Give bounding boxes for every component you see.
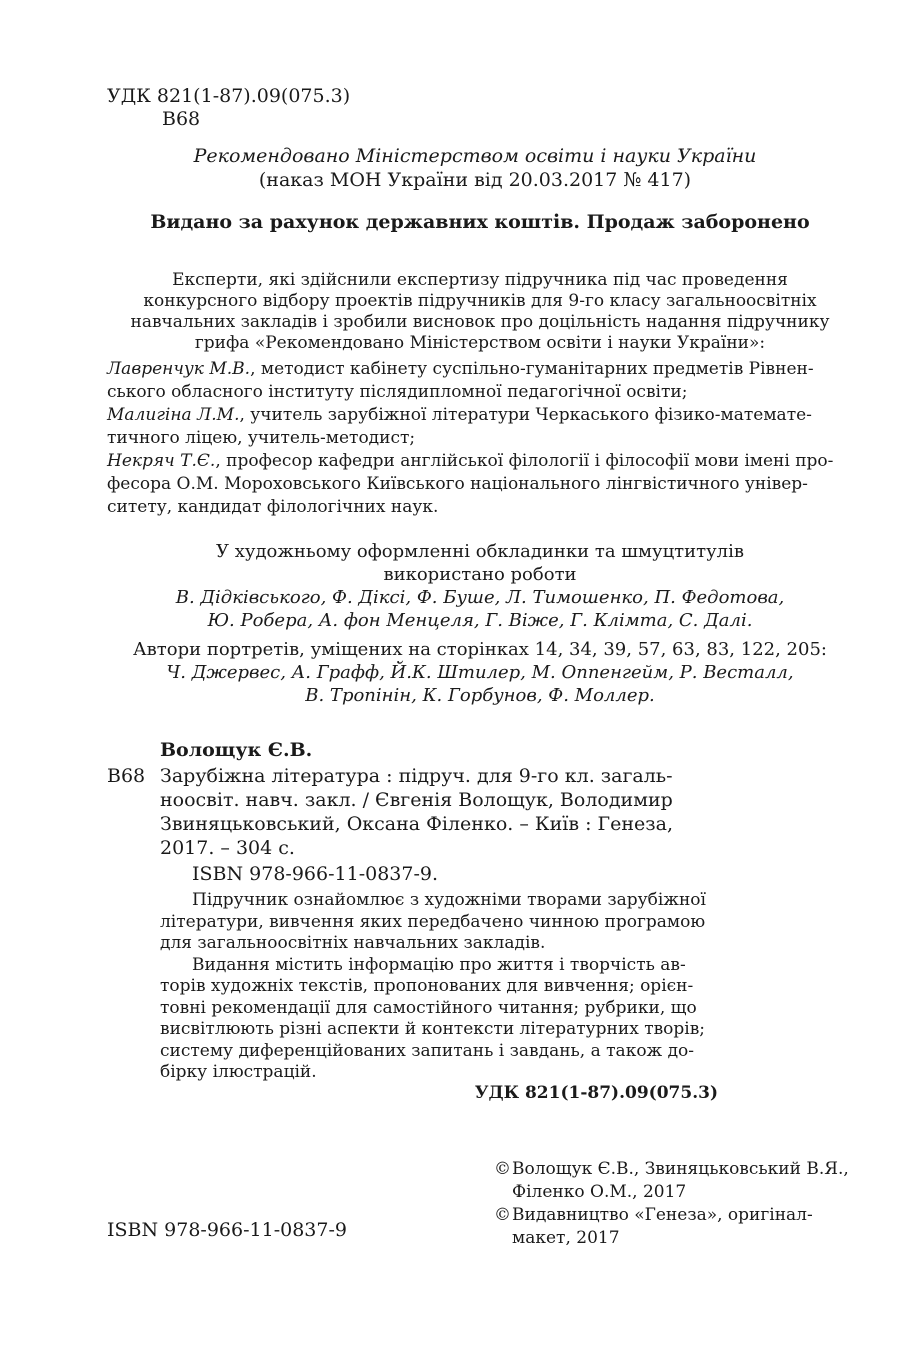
experts-intro-line: навчальних закладів і зробили висновок про доцільність надання підручнику	[130, 312, 830, 332]
copyright-line: Філенко О.М., 2017	[512, 1182, 687, 1202]
design-line: У художньому оформленні обкладинки та шмуцтитулів	[215, 541, 745, 562]
annotation-line: літератури, вивчення яких передбачено чинною програмою	[160, 911, 706, 932]
annotation-line: для загальноосвітніх навчальних закладів.	[160, 933, 546, 953]
annotation-line: бірку ілюстрацій.	[160, 1062, 317, 1082]
annotation-line: Видання містить інформацію про життя і творчість ав-	[192, 954, 686, 975]
annotation	[160, 890, 706, 1084]
copyright-line: макет, 2017	[512, 1228, 620, 1248]
record-author: Волощук Є.В.	[160, 739, 313, 761]
design-line: використано роботи	[383, 564, 577, 585]
portrait-artists: В. Тропінін, К. Горбунов, Ф. Моллер.	[305, 685, 655, 706]
udk-code: УДК 821(1-87).09(075.3)	[107, 85, 351, 107]
annotation-line: висвітлюють різні аспекти й контексти літературних творів;	[160, 1019, 706, 1039]
design-artists: В. Дідківського, Ф. Діксі, Ф. Буше, Л. Тимошенко, П. Федотова,	[175, 587, 785, 608]
isbn-footer: ISBN 978-966-11-0837-9	[107, 1219, 347, 1241]
portrait-artists: Ч. Джервес, А. Графф, Й.К. Штилер, М. Оппенгейм, Р. Весталл,	[166, 662, 794, 683]
annotation-line: товні рекомендації для самостійного читання; рубрики, що	[160, 997, 697, 1018]
portrait-credits	[100, 638, 860, 707]
udk-footer-code: УДК 821(1-87).09(075.3)	[474, 1083, 718, 1103]
expert-description: , методист кабінету суспільно-гуманітарних предметів Рівнен-	[250, 359, 814, 379]
copyright-symbol: ©	[494, 1205, 511, 1225]
expert-entry	[107, 404, 833, 427]
record-line: ноосвіт. навч. закл. / Євгенія Волощук, Володимир	[160, 789, 673, 811]
copyright-entry	[494, 1227, 849, 1250]
copyright-symbol: ©	[494, 1159, 511, 1179]
recommendation-block	[150, 144, 800, 192]
record-line: 2017. – 304 с.	[160, 837, 295, 859]
udk-header	[107, 85, 350, 131]
experts-intro-line: конкурсного відбору проектів підручників для 9-го класу загальноосвітніх	[143, 291, 817, 311]
expert-name: Некряч Т.Є.	[107, 451, 216, 471]
ministry-order: (наказ МОН України від 20.03.2017 № 417)	[258, 169, 692, 191]
record-isbn: ISBN 978-966-11-0837-9.	[192, 863, 439, 885]
expert-description: ситету, кандидат філологічних наук.	[107, 497, 439, 517]
expert-entry	[107, 450, 833, 473]
record-line: Звиняцьковський, Оксана Філенко. – Київ : Генеза,	[160, 813, 673, 835]
recommendation-text: Рекомендовано Міністерством освіти і науки України	[193, 145, 757, 167]
experts-intro-line: грифа «Рекомендовано Міністерством освіти і науки України»:	[194, 333, 766, 353]
expert-description: ського обласного інституту післядипломної педагогічної освіти;	[107, 382, 688, 402]
state-funds-notice: Видано за рахунок державних коштів. Продаж заборонено	[150, 211, 810, 233]
library-code: В68	[162, 108, 201, 130]
expert-description: фесора О.М. Мороховського Київського національного лінгвістичного універ-	[107, 474, 808, 494]
expert-description: , учитель зарубіжної літератури Черкаського фізико-математе-	[239, 405, 812, 425]
annotation-line: Підручник ознайомлює з художніми творами зарубіжної	[192, 890, 706, 910]
expert-name: Лавренчук М.В.	[107, 359, 251, 379]
experts-intro	[100, 270, 860, 354]
copyright-entry	[494, 1204, 849, 1227]
experts-list	[107, 358, 833, 519]
copyright-entry	[494, 1158, 849, 1181]
record-line: Зарубіжна література : підруч. для 9-го кл. загаль-	[160, 765, 673, 787]
design-artists: Ю. Робера, А. фон Менцеля, Г. Віже, Г. Клімта, С. Далі.	[207, 610, 753, 631]
copyright-block	[494, 1158, 849, 1250]
experts-intro-line: Експерти, які здійснили експертизу підручника під час проведення	[172, 270, 788, 290]
copyright-line: Видавництво «Генеза», оригінал-	[512, 1205, 813, 1225]
cover-design-credits	[100, 540, 860, 632]
expert-description: , професор кафедри англійської філології і філософії мови імені про-	[215, 451, 834, 471]
record-library-code: В68	[107, 765, 146, 787]
copyright-entry	[494, 1181, 849, 1204]
expert-name: Малигіна Л.М.	[107, 405, 240, 425]
expert-entry	[107, 358, 833, 381]
annotation-line: торів художніх текстів, пропонованих для вивчення; орієн-	[160, 976, 694, 996]
expert-description: тичного ліцею, учитель-методист;	[107, 428, 416, 448]
copyright-line: Волощук Є.В., Звиняцьковський В.Я.,	[512, 1159, 849, 1179]
annotation-line: систему диференційованих запитань і завдань, а також до-	[160, 1040, 695, 1061]
portraits-intro: Автори портретів, уміщених на сторінках 14, 34, 39, 57, 63, 83, 122, 205:	[133, 639, 827, 660]
record-description	[160, 764, 673, 860]
